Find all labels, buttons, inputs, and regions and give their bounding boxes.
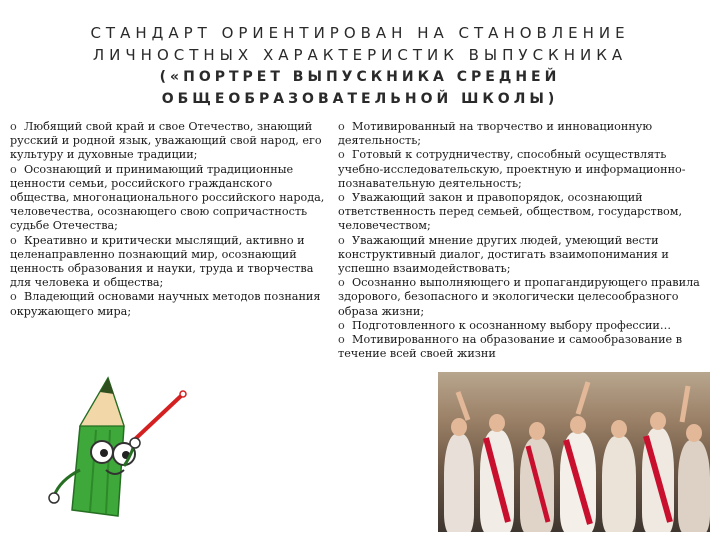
title-line-3: («ПОРТРЕТ ВЫПУСКНИКА СРЕДНЕЙ xyxy=(159,69,561,85)
list-item-text: Креативно и критически мыслящий, активно и целенаправленно познающий мир, осознающий ценность образования и науки, труда и творчества для человека и общества; xyxy=(10,233,314,290)
list-item xyxy=(10,234,335,291)
graduates-group-photo xyxy=(438,372,710,532)
list-item-text: Любящий свой край и свое Отечество, знающий русский и родной язык, уважающий свой народ, его культуру и духовные традиции; xyxy=(10,120,322,162)
bullet-marker: o xyxy=(10,162,17,176)
list-item xyxy=(338,333,710,361)
list-item-text: Мотивированный на творчество и инновационную деятельность; xyxy=(338,120,653,148)
list-item xyxy=(338,120,710,148)
list-item-text: Уважающий закон и правопорядок, осознающий ответственность перед семьей, обществом, государством, человечеством; xyxy=(338,191,683,233)
title-line-4: ОБЩЕОБРАЗОВАТЕЛЬНОЙ ШКОЛЫ) xyxy=(161,91,559,107)
list-item-text: Владеющий основами научных методов познания окружающего мира; xyxy=(10,290,321,318)
bullet-marker: o xyxy=(10,233,17,247)
bullet-marker: o xyxy=(338,333,345,347)
list-item xyxy=(338,234,710,277)
list-item xyxy=(338,319,710,333)
slide-title xyxy=(40,22,680,110)
list-item-text: Осознанно выполняющего и пропагандирующего правила здорового, безопасного и экологически целесообразного образа жизни; xyxy=(338,276,700,318)
bullet-marker: o xyxy=(338,120,345,133)
left-column-list xyxy=(10,120,335,319)
list-item xyxy=(10,120,335,163)
list-item-text: Уважающий мнение других людей, умеющий вести конструктивный диалог, достигать взаимопонимания и успешно взаимодействовать; xyxy=(338,233,669,276)
bullet-marker: o xyxy=(338,318,345,332)
bullet-marker: o xyxy=(338,191,345,205)
graduation-sashes xyxy=(438,372,710,532)
pencil-mascot-illustration xyxy=(20,370,220,535)
right-column-list xyxy=(338,120,710,361)
bullet-marker: o xyxy=(10,290,17,304)
list-item xyxy=(10,290,335,318)
bullet-marker: o xyxy=(338,276,345,290)
bullet-marker: o xyxy=(10,120,17,133)
list-item xyxy=(10,163,335,234)
list-item xyxy=(338,191,710,234)
list-item xyxy=(338,148,710,191)
bullet-marker: o xyxy=(338,233,345,247)
list-item-text: Подготовленного к осознанному выбору профессии… xyxy=(352,318,672,332)
list-item-text: Осознающий и принимающий традиционные ценности семьи, российского гражданского общества, многонационального российского народа, человечества, осознающего свою сопричастность судьбе Отечества; xyxy=(10,162,325,233)
title-line-2: ЛИЧНОСТНЫХ ХАРАКТЕРИСТИК ВЫПУСКНИКА xyxy=(92,46,628,64)
list-item-text: Готовый к сотрудничеству, способный осуществлять учебно-исследовательскую, проектную и информационно-познавательную деятельность; xyxy=(338,148,686,190)
list-item xyxy=(338,276,710,319)
title-line-1: СТАНДАРТ ОРИЕНТИРОВАН НА СТАНОВЛЕНИЕ xyxy=(90,24,630,42)
bullet-marker: o xyxy=(338,148,345,162)
list-item-text: Мотивированного на образование и самообразование в течение всей своей жизни xyxy=(338,333,683,361)
